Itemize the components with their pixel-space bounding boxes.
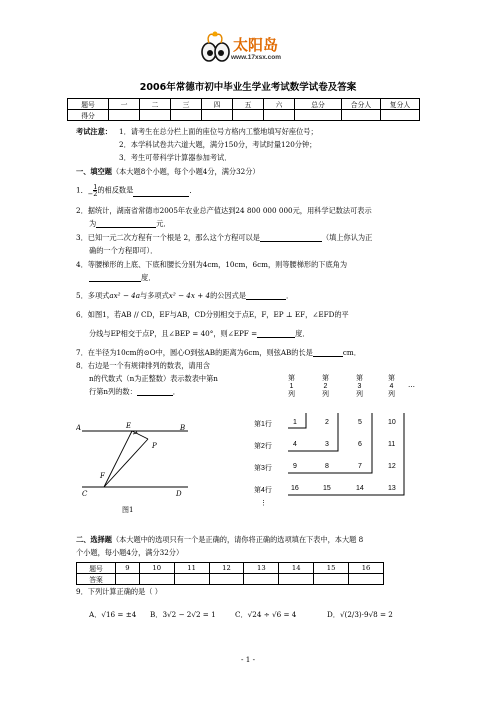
table-cell: 15 (323, 485, 331, 492)
row-label: 第2行 (254, 443, 272, 450)
q6-text-end: 度． (295, 329, 310, 338)
question-8-line2: n的代数式（n为正整数）表示数表中第n (89, 374, 218, 383)
q7-text: 7．在半径为10cm的⊙O中，圆心O到弦AB的距离为6cm，则弦AB的长是 (76, 348, 313, 357)
answer-header-cell: 15 (314, 563, 349, 574)
question-4-line1: 4．等腰梯形的上底、下底和腰长分别为4cm，10cm，6cm，则等腰梯形的下底角为 (76, 260, 348, 269)
answer-header-cell: 11 (174, 563, 209, 574)
figure-label-f: F (100, 472, 105, 480)
score-input-cell[interactable] (295, 110, 342, 121)
col-header-1: 第 1 列 (288, 375, 295, 398)
table-cell: 1 (293, 419, 297, 426)
page-number: - 1 - (241, 655, 255, 664)
answer-table (76, 562, 384, 585)
score-input-cell[interactable] (202, 110, 233, 121)
score-header-cell: 复分人 (381, 99, 420, 110)
question-8-line3: 行第n列的数： ． (89, 387, 180, 396)
table-cell: 16 (291, 485, 299, 492)
table-cell: 10 (388, 419, 396, 426)
col-header-4: 第 4 列 (388, 375, 395, 398)
answer-header-cell: 10 (139, 563, 174, 574)
figure-label-e: E (126, 422, 132, 430)
section2-heading-line (76, 535, 363, 544)
answer-header-cell: 14 (279, 563, 314, 574)
answer-input-cell[interactable] (314, 574, 349, 585)
table-cell: 5 (358, 419, 362, 426)
table-cell: 4 (293, 441, 297, 448)
figure-label-c: C (82, 490, 88, 498)
answer-table-row (77, 574, 384, 585)
answer-input-cell[interactable] (349, 574, 384, 585)
q6-text: 分线与EP相交于点P，且∠BEP = 40°，则∠EPF = (89, 329, 258, 338)
question-6-line1: 6．如图1，若AB // CD，EF与AB，CD分别相交于点E，F，EP ⊥ EF，∠EFD的平 (76, 310, 349, 319)
score-header-cell: 题号 (68, 99, 109, 110)
score-row-label: 得分 (68, 110, 109, 121)
answer-input-cell[interactable] (244, 574, 279, 585)
notice-item: 1．请考生在总分栏上面的座位号方格内工整地填写好座位号； (119, 127, 318, 136)
figure-label-a: A (76, 424, 82, 432)
row-label: 第1行 (254, 421, 272, 428)
table-grouping-lines (254, 375, 424, 523)
row-vdots: ⋮ (260, 500, 267, 507)
notice-item: 2．本学科试卷共六道大题，满分150分，考试时量120分钟； (119, 140, 317, 149)
question-8-line1: 8．右边是一个有规律排列的数表，请用含 (76, 361, 210, 370)
q6-answer-blank[interactable] (257, 330, 295, 338)
section2-note-line2: 个小题，每小题4分，满分32分） (76, 548, 184, 557)
q4-text-end: 度． (141, 273, 156, 282)
score-header-cell: 一 (109, 99, 140, 110)
notice-label: 考试注意： (76, 127, 112, 136)
q1-answer-blank[interactable] (133, 189, 189, 197)
notice-item: 3．考生可带科学计算器参加考试． (119, 153, 232, 162)
section1-heading: 一、填空题 (76, 167, 112, 176)
score-header-cell: 二 (140, 99, 171, 110)
section1-note: （本大题8个小题，每个小题4分，满分32分） (111, 167, 260, 176)
answer-header-cell: 9 (116, 563, 140, 574)
q5-answer-blank[interactable] (246, 292, 286, 300)
q5-text: 的公因式是 (210, 291, 247, 300)
answer-header-cell: 13 (244, 563, 279, 574)
question-3-line1 (76, 233, 372, 242)
answer-input-cell[interactable] (209, 574, 244, 585)
answer-input-cell[interactable] (279, 574, 314, 585)
table-cell: 12 (388, 463, 396, 470)
table-cell: 9 (293, 463, 297, 470)
score-header-cell: 四 (202, 99, 233, 110)
score-header-cell: 五 (233, 99, 264, 110)
q4-answer-blank[interactable] (89, 274, 141, 282)
question-1: 1．− $\frac{1}{2}$ 的相反数是 ． (76, 183, 197, 198)
figure-caption: 图1 (122, 506, 134, 514)
col-header-3: 第 3 列 (356, 375, 363, 398)
table-cell: 8 (325, 463, 329, 470)
q1-number: 1． (76, 185, 88, 195)
score-input-cell[interactable] (342, 110, 381, 121)
score-table (67, 98, 420, 121)
section2-heading: 二、选择题 (76, 535, 112, 544)
page-title: 2006年常德市初中毕业生学业考试数学试卷及答案 (139, 82, 357, 93)
table-cell: 2 (325, 419, 329, 426)
row-label: 第4行 (254, 487, 272, 494)
answer-header-cell: 12 (209, 563, 244, 574)
question-4-line2 (89, 273, 155, 282)
q3-answer-blank[interactable] (260, 234, 322, 242)
table-cell: 11 (388, 441, 396, 448)
figure-label-p: P (152, 442, 157, 450)
score-input-cell[interactable] (381, 110, 420, 121)
q1-fraction: − $\frac{1}{2}$ (87, 183, 98, 198)
answer-header-cell: 16 (349, 563, 384, 574)
answer-table-header-row (77, 563, 384, 574)
score-header-cell: 六 (264, 99, 295, 110)
q1-text: 的相反数是 (97, 185, 134, 195)
question-5: 5．多项式ax² − 4a与多项式x² − 4x + 4的公因式是 ． (76, 291, 294, 300)
row-label: 第3行 (254, 465, 272, 472)
q5-expr2: x² − 4x + 4 (168, 291, 211, 300)
section2-note: （本大题中的选项只有一个是正确的，请你将正确的选项填在下表中，本大题 8 (111, 535, 364, 544)
table-cell: 3 (325, 441, 329, 448)
q5-text: 与多项式 (140, 291, 169, 300)
q9-option-a[interactable]: A．√16 = ±4 (89, 610, 137, 619)
q2-text-end: 元． (156, 219, 171, 228)
q5-text: 5．多项式 (76, 291, 110, 300)
question-9-stem: 9．下列计算正确的是（ ） (76, 587, 162, 596)
table-cell: 13 (388, 485, 396, 492)
score-input-cell[interactable] (264, 110, 295, 121)
section1-heading-line (76, 167, 260, 176)
logo-name: 太阳岛 (233, 36, 279, 54)
question-2-line1: 2．据统计，湖南省常德市2005年农业总产值达到24 800 000 000元，用科学记数法可表示 (76, 206, 372, 215)
logo-url: www.17xsx.com (231, 54, 281, 61)
score-header-cell: 总分 (295, 99, 342, 110)
answer-input-cell[interactable] (139, 574, 174, 585)
q9-option-b[interactable]: B．3√2 − 2√2 = 1 (150, 610, 216, 619)
logo-mascot-icon (200, 30, 230, 64)
q2-answer-blank[interactable] (96, 220, 156, 228)
figure-1 (76, 418, 206, 538)
answer-row-label: 答案 (77, 574, 116, 585)
score-table-row (68, 110, 420, 121)
question-7 (76, 348, 361, 357)
table-cell: 7 (358, 463, 362, 470)
q9-option-d[interactable]: D．√(2/3)·9√8 = 2 (327, 610, 393, 619)
q3-text-end: （填上你认为正 (321, 233, 373, 242)
table-cell: 6 (358, 441, 362, 448)
answer-input-cell[interactable] (116, 574, 140, 585)
q8-answer-blank[interactable] (137, 388, 173, 396)
logo (200, 30, 300, 66)
q7-answer-blank[interactable] (313, 349, 343, 357)
score-input-cell[interactable] (233, 110, 264, 121)
score-input-cell[interactable] (140, 110, 171, 121)
score-input-cell[interactable] (109, 110, 140, 121)
score-input-cell[interactable] (171, 110, 202, 121)
question-6-line2 (89, 329, 310, 338)
col-dots: ⋯ (408, 384, 415, 391)
q7-text-end: cm． (342, 348, 361, 357)
score-header-cell: 三 (171, 99, 202, 110)
answer-header-cell: 题号 (77, 563, 116, 574)
answer-input-cell[interactable] (174, 574, 209, 585)
figure-label-d: D (176, 490, 182, 498)
q9-option-c[interactable]: C．√24 ÷ √6 = 4 (235, 610, 297, 619)
q2-text: 为 (89, 219, 97, 228)
question-3-line2: 确的一个方程即可）． (89, 246, 158, 255)
question-2-line2 (89, 219, 171, 228)
q8-text: 行第n列的数： (89, 387, 137, 396)
score-table-header-row (68, 99, 420, 110)
figure-label-b: B (180, 424, 186, 432)
number-table (254, 375, 424, 523)
table-cell: 14 (356, 485, 364, 492)
score-header-cell: 合分人 (342, 99, 381, 110)
q3-text: 3．已知一元二次方程有一个根是 2，那么这个方程可以是 (76, 233, 260, 242)
q5-expr1: ax² − 4a (109, 291, 140, 300)
col-header-2: 第 2 列 (322, 375, 329, 398)
